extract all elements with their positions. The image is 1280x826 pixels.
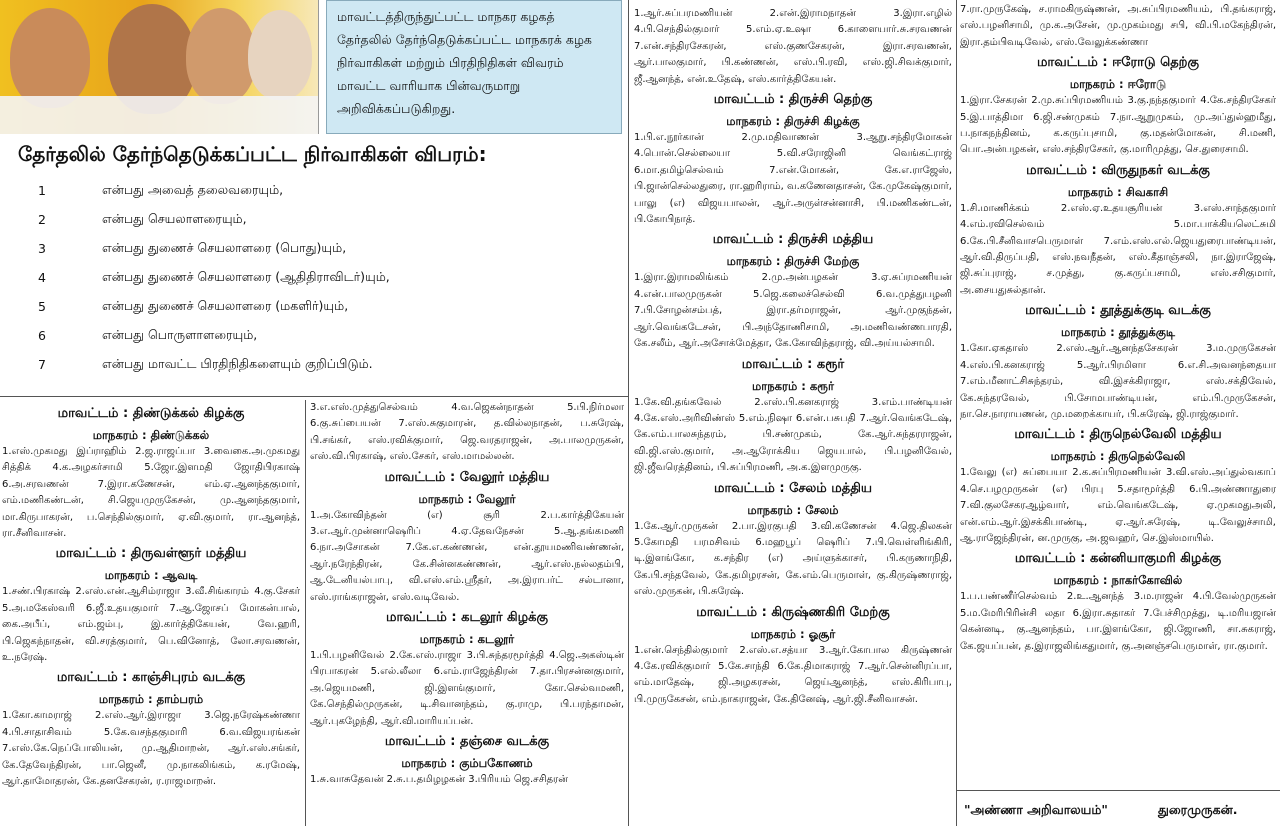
member-list: 1.ப.பண்ணீர்செல்வம் 2.உ.ஆனந்த் 3.ம.ராஜன் 4.பி.வேல்முருகன் 5.ம.மேரிபிரின்சி லதா 6.இரா.சுதாகர் 7.பேச்சிமுத்து, டி.மரியஜான் கென்னடி, கு.ஆனந்தம், பா.இளங்கோ, ஜி.ஜோணி, சா.சுகராஜ், கே.ஜயப்பன், த.இராஜலிங்கதுமார், கு.அனஞ்சபெருமாள், ரா.குமார். xyxy=(960,591,1276,652)
district-heading: மாவட்டம் : காஞ்சிபுரம் வடக்கு xyxy=(56,670,246,686)
divider xyxy=(956,790,1280,791)
district-heading: மாவட்டம் : திருவள்ளூர் மத்திய xyxy=(55,546,247,562)
district-heading: மாவட்டம் : வேலூர் மத்திய xyxy=(384,469,550,485)
legend-row: 3 என்பது துணைச் செயலாளரை (பொது)யும், xyxy=(38,240,347,256)
member-list: 1.சு.வாசுதேவன் 2.சு.ப.தமிழழகன் 3.பிரியம் ஜெ.சசிதரன் xyxy=(310,774,568,786)
district-heading: மாவட்டம் : சேலம் மத்திய xyxy=(713,480,873,496)
district-heading: மாவட்டம் : திருச்சி தெற்கு xyxy=(713,92,873,108)
member-list: 1.பி.பழனிவேல் 2.கே.எஸ்.ராஜா 3.பி.சுந்தரமூர்த்தி 4.ஜெ.அகஸ்டின் பிரபாகரன் 5.எல்.லீலா 6.எம்.ராஜேந்திரன் 7.தா.பிரசன்னகுமார், அ.ஜெயமணி, ஜி.இளங்குமார், கோ.செல்வமணி, கே.செந்தில்முருகன், டி.சிவானந்தம், கு.ராமு, பி.பரந்தாமன், ஆர்.புகழேந்தி, ஆர்.வி.மாரியப்பன். xyxy=(310,650,624,727)
column-1 xyxy=(2,402,300,826)
member-list: 3.எ.எஸ்.முத்துசெல்வம் 4.வ.ஜெகன்நாதன் 5.பி.நிர்மலா 6.கு.சுப்பையன் 7.எஸ்.சுகுமாரன், த.வில்லநாதன், ப.சுரேஷ், பி.சங்கர், எஸ்.ரவிக்குமார், ஜெ.வரதராஜன், அ.பாலமுருகன், எஸ்.வி.பிரகாஷ், எஸ்.சேகர், எஸ்.மாமல்லன். xyxy=(310,402,624,463)
member-list: 1.கே.ஆர்.முருகன் 2.பா.இரகுபதி 3.வி.கணேசன் 4.ஜெ.திலகன் 5.கோமதி பரமசிவம் 6.மஹபூப் ஷெரிப் 7.பி.வெள்ளிங்கிரி, டி.இளங்கோ, க.சந்திர (எ) அய்ளுக்காசர், பி.கருணாநிதி, கே.பி.சந்தவேல், கே.தமிழரசன், கே.எம்.பெருமாள், கு.கிருஷ்ணராஜ், எஸ்.முருகன், பி.சுரேஷ். xyxy=(634,520,952,598)
member-list: 1.அ.கோவிந்தன் (எ) சூரி 2.ப.கார்த்திகேயன் 3.எ.ஆர்.முன்னாஷெரிப் 4.ஏ.தேவநேசன் 5.ஆ.தங்கமணி 6.நா.அசோகன் 7.கே.எ.கண்ணன், என்.தூயமணிவண்ணன், ஆர்.நரேந்திரன், கே.சின்னகண்ணன், ஆர்.எஸ்.நல்லதம்பி, ஆ.டேனியல்பாபு, வி.எஸ்.எம்.ஸ்ரீதர், அ.இராபர்ட் சல்டானா, எஸ்.ராங்கராஜன், எஸ்.வடிவேல். xyxy=(310,509,624,603)
legend-row: 5 என்பது துணைச் செயலாளரை (மகளிர்)யும், xyxy=(38,298,349,314)
column-3 xyxy=(634,6,952,826)
member-list: 1.இரா.சேகரன் 2.மு.சுப்பிரமணியம் 3.கு.நந்தகுமார் 4.கே.சந்திரசேகர் 5.இ.பாத்திமா 6.ஜி.சண்முகம் 7.நா.ஆறுமுகம், மு.அப்துல்ஹமீது, ப.நாகநந்தினம், க.கருப்புசாமி, கு.மதன்மோகன், சி.மணி, பொ.அன்பழகன், எஸ்.சந்திரசேகர், கு.மாரிமுத்து, செ.துரைசாமி. xyxy=(960,95,1276,156)
member-list: 7.ரா.முருகேஷ், ச.ராமகிருஷ்ணன், அ.சுப்பிரமணியம், பி.தங்கராஜ், எஸ்.பழனிசாமி, மு.க.அசேன், மு.முகம்மது சபி, வி.பி.மகேந்திரன், இரா.தம்பிவடிவேல், எஸ்.வேலுக்கண்ணா xyxy=(960,4,1276,48)
district-heading: மாவட்டம் : திருச்சி மத்திய xyxy=(712,232,874,248)
city-heading: மாநகரம் : சிவகாசி xyxy=(1067,184,1169,199)
city-heading: மாநகரம் : கடலூர் xyxy=(419,632,515,647)
legend-row: 2 என்பது செயலாளரையும், xyxy=(38,211,247,227)
member-list: 1.வேலு (எ) சுப்பையா 2.க.சுப்பிரமணியன் 3.வி.எஸ்.அப்துல்வகாப் 4.செ.பழமுருகன் (எ) பிரபு 5.சதாமூர்த்தி 6.பி.அண்ணாதுரை 7.வி.குலசேகரஆழ்வார், எம்.வெங்கடேஷ், ஏ.முகமதுஅலி, என்.எம்.ஆர்.இசக்கிபாண்டி, ஏ.ஆர்.சுரேஷ், டி.வேலுச்சாமி, ஆ.ராஜேந்திரன், ன.முருகு, அ.ஜவஹர், செ.இஸ்மாயில். xyxy=(960,467,1276,544)
legend-list xyxy=(38,176,618,379)
column-4 xyxy=(960,2,1276,788)
member-list: 1.பி.எ.நூர்கான் 2.மு.மதிவாணன் 3.ஆறு.சந்திரமோகன் 4.பொன்.செல்லையா 5.வி.சரோஜினி வெங்கட்ராஜ் 6.மா.தமிழ்செல்வம் 7.என்.மோகன், கே.எ.ராஜேஸ், பி.ஜான்செல்லதுரை, ரா.ஹரிராம், வ.கணேனதாசன், கே.முகேஷ்குமார், பாலு (எ) விஜயபாலன், ஆர்.அருள்சன்னாசி, பி.மணிகண்டன், பி.கோபிநாத். xyxy=(634,132,952,226)
city-heading: மாநகரம் : தூத்துக்குடி xyxy=(1060,325,1176,340)
city-heading: மாநகரம் : வேலூர் xyxy=(418,491,516,506)
district-heading: மாவட்டம் : கன்னியாகுமரி கிழக்கு xyxy=(1014,551,1222,567)
city-heading: மாநகரம் : கரூர் xyxy=(752,378,834,393)
member-list: 1.ஆர்.சுப்பரமணியன் 2.என்.இராமநாதன் 3.இரா.எழில் 4.பி.செந்தில்குமார் 5.எம்.ஏ.உஷா 6.காளையார்.சு.சரவணன் 7.என்.சந்திரசேகரன், எஸ்.குணசேகரன், இரா.சரவணன், ஆர்.பாலகுமார், பி.கண்ணன், எஸ்.பி.ரவி, எஸ்.ஜி.சிவக்குமார், ஜீ.ஆனந்த், என்.உதேஷ், எஸ்.கார்த்திகேயன். xyxy=(634,8,952,85)
district-heading: மாவட்டம் : தஞ்சை வடக்கு xyxy=(384,734,550,750)
intro-text: மாவட்டத்திருந்துட்பட்ட மாநகர கழகத் தேர்தலில் தேர்ந்தெடுக்கப்பட்ட மாநகரக் கழக நிர்வாகிகள் மற்றும் பிரதிநிதிகள் விவரம் மாவட்ட வாரியாக பின்வருமாறு அறிவிக்கப்படுகிறது. xyxy=(337,9,592,116)
city-heading: மாநகரம் : ஈரோடு xyxy=(1069,77,1167,92)
legend-row: 1 என்பது அவைத் தலைவரையும், xyxy=(38,182,284,198)
city-heading: மாநகரம் : திருநெல்வேலி xyxy=(1050,449,1186,464)
city-heading: மாநகரம் : கும்பகோணம் xyxy=(401,756,533,771)
member-list: 1.கே.வி.தங்கவேல் 2.எஸ்.பி.கனகராஜ் 3.எம்.பாண்டியன் 4.கே.எஸ்.அரிவிண்ஸ் 5.எம்.நிஷா 6.என்.பசுபதி 7.ஆர்.வெங்கடேஷ், கே.எம்.பாலசுந்தரம், பி.சண்முகம், கே.ஆர்.சுந்தரராஜன், வி.ஜி.எஸ்.குமார், அ.ஆரோக்கிய ஜெயபால், பி.பழனிவேல், ஜி.ஜீவரெத்தினம், பி.சுப்பிரமணி, அ.க.இளமுருகு. xyxy=(634,396,952,474)
city-heading: மாநகரம் : நாகர்கோவில் xyxy=(1053,573,1183,588)
leader-face-3 xyxy=(186,8,256,104)
city-heading: மாநகரம் : சேலம் xyxy=(747,502,839,517)
member-list: 1.எஸ்.முகமது இப்ராஹிம் 2.ஜ.ராஜப்பா 3.வைகை.அ.முகமது சித்திக் 4.க.அழகர்சாமி 5.ஜோ.இளமதி ஜோதிபிரகாஷ் 6.அ.சரவணன் 7.இரா.கணேசன், எம்.ஏ.ஆனந்தகுமார், எம்.மணிகண்டன், சி.ஜெயமுருகேசன், மு.ஆனந்தகுமார், மா.கிருபாகரன், ப.செந்தில்குமார், ஏ.வி.குமார், ரா.ஆனந்த், ரா.சீனிவாசன். xyxy=(2,446,300,540)
district-heading: மாவட்டம் : விருதுநகர் வடக்கு xyxy=(1026,162,1210,178)
city-heading: மாநகரம் : ஆவடி xyxy=(104,568,198,583)
district-heading: மாவட்டம் : ஈரோடு தெற்கு xyxy=(1036,55,1200,71)
footer-quote: "அண்ணா அறிவாலயம்" xyxy=(964,802,1108,817)
city-heading: மாநகரம் : திருச்சி மேற்கு xyxy=(726,254,860,269)
member-list: 1.சண்.பிரகாஷ் 2.எஸ்.என்.ஆசிம்ராஜா 3.வீ.சிங்காரம் 4.கு.சேகர் 5.அ.மகேஸ்வரி 6.ஜீ.உதயகுமார் 7.ஆ.ஜோசப் மோகன்பால், கை.அபீப், எம்.ஜம்பு, இ.கார்த்திகேயன், வே.ஹரி, பி.ஜெகந்நாதன், வி.சரத்குமார், பெ.வினோத், லோ.சரவணன், உ.நரேஷ். xyxy=(2,586,300,664)
member-list: 1.கோ.ஏகதாஸ் 2.எஸ்.ஆர்.ஆனந்தசேகரன் 3.ம.முருகேசன் 4.எஸ்.பி.கனகராஜ் 5.ஆர்.பிரமிளா 6.எ.சி.அவனந்தையா 7.எம்.மீனாட்சிசுந்தரம், வி.இசக்கிராஜா, எஸ்.சக்திவேல், கே.சுந்தரவேல், பி.சோமபாண்டியன், எம்.பி.முருகேசன், நா.செ.நாராயணன், மு.மறைக்காயர், பி.சுரேஷ், ஜி.ராஜ்குமார். xyxy=(960,343,1276,420)
photo-shirt xyxy=(0,96,318,134)
city-heading: மாநகரம் : தாம்பரம் xyxy=(98,692,204,707)
member-list: 1.இரா.இராமலிங்கம் 2.மு.அன்பழகன் 3.ஏ.சுப்ரமணியன் 4.என்.பாலமுருகன் 5.ஜெ.கலைச்செல்வி 6.வ.முத்துபழனி 7.பி.சோழன்சம்பத், இரா.தர்மராஜன், ஆர்.முகுந்தன், ஆர்.வெங்கடேசன், பி.அந்தோணிசாமி, அ.மணிவண்ணபாரதி, கே.சலீம், ஆர்.அசோக்மேத்தா, கே.கோவிந்தராஜ், வி.அய்யல்சாமி. xyxy=(634,272,952,350)
city-heading: மாநகரம் : திருச்சி கிழக்கு xyxy=(726,114,860,129)
district-heading: மாவட்டம் : கடலூர் கிழக்கு xyxy=(386,610,548,626)
district-heading: மாவட்டம் : கரூர் xyxy=(741,356,845,372)
city-heading: மாநகரம் : ஓசூர் xyxy=(750,626,836,641)
column-2 xyxy=(310,400,624,826)
page-heading: தேர்தலில் தேர்ந்தெடுக்கப்பட்ட நிர்வாகிகள் விபரம்: xyxy=(18,142,487,166)
leader-face-1 xyxy=(10,8,90,108)
district-heading: மாவட்டம் : தூத்துக்குடி வடக்கு xyxy=(1025,303,1211,319)
leaders-photo xyxy=(0,0,319,134)
district-heading: மாவட்டம் : கிருஷ்ணகிரி மேற்கு xyxy=(696,604,890,620)
legend-row: 6 என்பது பொருளாளரையும், xyxy=(38,327,258,343)
divider xyxy=(956,0,957,826)
legend-row: 4 என்பது துணைச் செயலாளரை (ஆதிதிராவிடர்)யும், xyxy=(38,269,390,285)
member-list: 1.என்.செந்தில்குமார் 2.எஸ்.எ.சத்யா 3.ஆர்.கோபால கிருஷ்ணன் 4.கே.ரவிக்குமார் 5.கே.சாந்தி 6.கே.திமாகராஜ் 7.ஆர்.சென்னிரப்பா, எம்.மாதேஷ், ஜி.அழகரசன், ஜெய்ஆனந்த், எஸ்.கிரிபாபு, பி.முருகேசன், எம்.நாகராஜன், கே.தினேஷ், ஆர்.ஜி.சீனிவாசன். xyxy=(634,644,952,705)
intro-box xyxy=(326,0,622,134)
member-list: 1.சி.மாணிக்கம் 2.எஸ்.ஏ.உதயசூரியன் 3.எஸ்.சாந்தகுமார் 4.எம்.ரவிசெல்வம் 5.மா.பாக்கியலெட்சுமி 6.கே.பி.சீனிவாசபெருமாள் 7.எம்.எஸ்.எல்.ஜெயதுரைபாண்டியன், ஆர்.வி.திருப்பதி, எஸ்.நவநீதன், எஸ்.கீதாஞ்சலி, நா.இராஜேஷ், ஜி.சுப்புராஜ், ச.முத்து, கு.கருப்பசாமி, எஸ்.சசிகுமார், அ.சையதுசுல்தான். xyxy=(960,202,1276,296)
footer-signature: துரைமுருகன். xyxy=(1158,802,1238,817)
district-heading: மாவட்டம் : திருநெல்வேலி மத்திய xyxy=(1014,427,1222,443)
divider xyxy=(628,0,629,826)
district-heading: மாவட்டம் : திண்டுக்கல் கிழக்கு xyxy=(57,406,245,421)
divider xyxy=(0,396,628,397)
member-list: 1.கோ.காமராஜ் 2.எஸ்.ஆர்.இராஜா 3.ஜெ.நரேஷ்கண்ணா 4.பி.சாதாசிவம் 5.கே.வசந்தகுமாரி 6.வ.விஜயரங்கன் 7.எஸ்.கே.நெப்போலியன், மு.ஆதிமாறன், ஆர்.எஸ்.சங்கர், கே.தேவேந்திரன், பா.ஜெனீ, மு.நாகலிங்கம், க.ரமேஷ், ஆர்.தாமோதரன், கே.தனசேகரன், ர.ராஜமாறன். xyxy=(2,710,300,788)
divider xyxy=(305,400,306,826)
leader-face-4 xyxy=(248,10,312,100)
legend-row: 7 என்பது மாவட்ட பிரதிநிதிகளையும் குறிப்பிடும். xyxy=(38,356,373,372)
city-heading: மாநகரம் : திண்டுக்கல் xyxy=(92,428,210,442)
